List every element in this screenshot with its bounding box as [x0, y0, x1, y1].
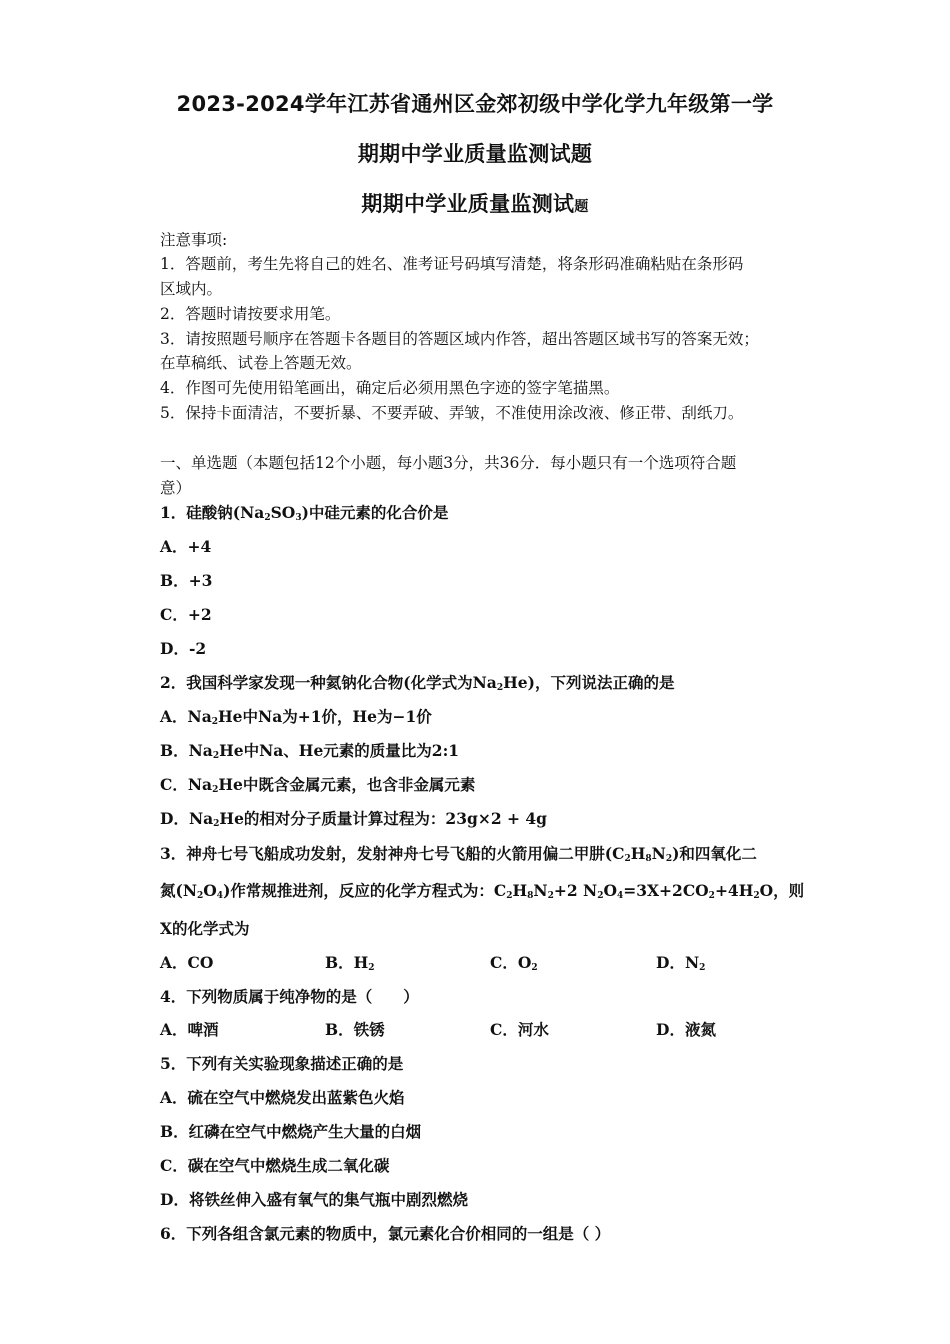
question-2-option-a: A．$Na_2He$中Na为+1价，He为−1价 [160, 707, 432, 727]
question-3-stem-line-1: 3．神舟七号飞船成功发射，发射神舟七号飞船的火箭用偏二甲肼$(C_2H_8N_2)$和四氧化二 [160, 844, 757, 864]
question-5-option-a: A．硫在空气中燃烧发出蓝紫色火焰 [160, 1088, 405, 1107]
note-item: 2．答题时请按要求用笔。 [160, 305, 341, 323]
question-4-option-d: D．液氮 [656, 1020, 716, 1039]
question-2-option-b: B．$Na_2He$中Na、He元素的质量比为2:1 [160, 741, 460, 761]
note-item: 4．作图可先使用铅笔画出，确定后必须用黑色字迹的签字笔描黑。 [160, 379, 620, 397]
question-3-option-b: B．$H_2$ [325, 953, 375, 973]
question-4-option-a: A．啤酒 [160, 1020, 219, 1039]
question-2-stem: 2．我国科学家发现一种氦钠化合物(化学式为$Na_2He$)，下列说法正确的是 [160, 673, 675, 693]
question-5-stem: 5．下列有关实验现象描述正确的是 [160, 1054, 404, 1073]
page-title-line-1: 2023-2024学年江苏省通州区金郊初级中学化学九年级第一学 [176, 92, 774, 116]
section-heading: 一、单选题（本题包括12个小题，每小题3分，共36分．每小题只有一个选项符合题 [160, 454, 737, 472]
note-item: 5．保持卡面清洁，不要折暴、不要弄破、弄皱，不准使用涂改液、修正带、刮纸刀。 [160, 404, 744, 422]
question-4-option-c: C．河水 [490, 1020, 549, 1039]
question-2-option-d: D．$Na_2He$的相对分子质量计算过程为：23g×2 + 4g [160, 809, 548, 829]
question-6-stem: 6．下列各组含氯元素的物质中，氯元素化合价相同的一组是（ ） [160, 1224, 611, 1243]
question-4-option-b: B．铁锈 [325, 1020, 385, 1039]
question-1-option-d: D．-2 [160, 639, 207, 658]
section-heading-cont: 意） [160, 479, 192, 497]
page-title-line-2: 期期中学业质量监测试题 [357, 142, 593, 166]
question-1-stem: 1．硅酸钠$(Na_2SO_3)$中硅元素的化合价是 [160, 503, 449, 523]
note-item: 区域内。 [160, 280, 223, 298]
question-3-option-c: C．$O_2$ [490, 953, 538, 973]
question-4-stem: 4．下列物质属于纯净物的是（ ） [160, 987, 419, 1006]
title-line-3-tail: 题 [574, 199, 589, 215]
question-5-option-b: B．红磷在空气中燃烧产生大量的白烟 [160, 1122, 422, 1141]
title-line-3-text: 期期中学业质量监测试 [361, 192, 575, 216]
note-item: 在草稿纸、试卷上答题无效。 [160, 354, 362, 372]
page-title-line-3 [0, 188, 950, 218]
note-item: 3．请按照题号顺序在答题卡各题目的答题区域内作答，超出答题区域书写的答案无效； [160, 330, 759, 348]
question-5-option-d: D．将铁丝伸入盛有氧气的集气瓶中剧烈燃烧 [160, 1190, 468, 1209]
question-1-option-a: A．+4 [160, 537, 212, 556]
question-3-option-a: A．CO [160, 953, 214, 972]
note-item: 1．答题前，考生先将自己的姓名、准考证号码填写清楚，将条形码准确粘贴在条形码 [160, 255, 744, 273]
question-1-option-c: C．+2 [160, 605, 212, 624]
question-2-option-c: C．$Na_2He$中既含金属元素，也含非金属元素 [160, 775, 476, 795]
question-1-option-b: B．+3 [160, 571, 213, 590]
question-5-option-c: C．碳在空气中燃烧生成二氧化碳 [160, 1156, 390, 1175]
question-3-option-d: D．$N_2$ [656, 953, 706, 973]
question-3-stem-line-2: 氮$(N_2O_4)$作常规推进剂，反应的化学方程式为：$C_2H_8N_2+2$ $N_2O_4=3X+2CO_2+4H_2O$，则 [160, 881, 805, 901]
notes-heading: 注意事项: [160, 231, 228, 249]
question-3-stem-line-3: X的化学式为 [160, 919, 250, 938]
